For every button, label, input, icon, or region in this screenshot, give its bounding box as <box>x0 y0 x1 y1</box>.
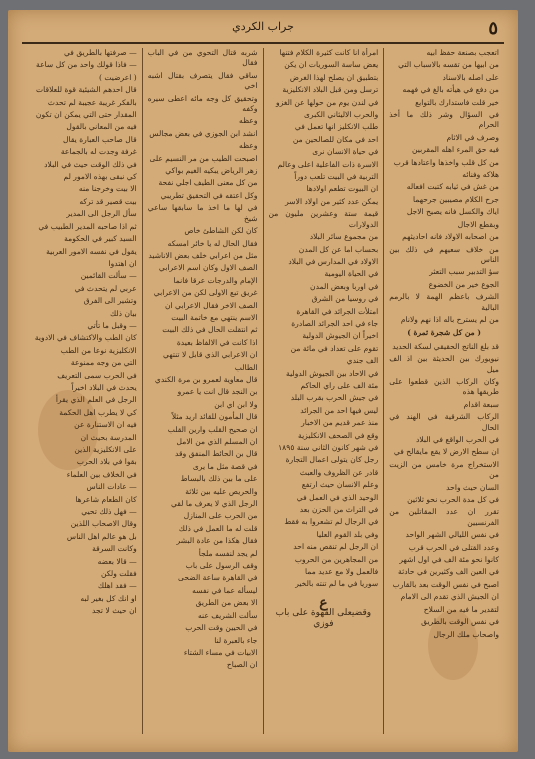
column-paragraph: فيه حق المرء اهله المقربين <box>412 145 499 155</box>
page-number: ٥ <box>488 18 498 39</box>
column-paragraph: اتعجب بصنعة حفظ ابيه <box>426 48 499 57</box>
column-paragraph: من خلاف سعيهم في ذلك بين الناس <box>389 244 499 264</box>
column-paragraph: — فقد اهلك <box>97 581 137 591</box>
column-paragraph: وكانت السرقة <box>92 544 137 554</box>
column-paragraph: الا بعض من الطريق <box>195 598 258 608</box>
column-paragraph: بقوا في بلاد الحرب <box>76 457 137 467</box>
column-paragraph: في السؤال وشر ذلك ما أخذ الحرام <box>389 110 499 130</box>
column-paragraph: في روسيا من الشرق <box>311 294 379 304</box>
article-columns <box>22 48 504 734</box>
column-paragraph: في اوربا وبعض المدن <box>310 281 379 291</box>
column-paragraph: مثل من اعرابي خلف بعض الاناشيد <box>148 250 258 260</box>
column-paragraph: في العين الف وكثيرين في حادثة <box>398 567 499 577</box>
column-paragraph: قال صاحب العبارة يقال <box>63 134 137 144</box>
column-3 <box>142 48 263 734</box>
column-paragraph: الوحيد الذي في العمل في <box>296 492 379 502</box>
column-paragraph: رجل كان يتولى اعمال التجارة <box>285 455 379 465</box>
column-paragraph: امرأة انا كانت كثيرة الكلام فتنها <box>279 48 379 57</box>
column-paragraph: وبقطع الاجال <box>457 219 499 229</box>
column-paragraph: كان الطب والاكتشاف في الادوية <box>34 333 137 343</box>
column-paragraph: بن النجد قال انت يا عمرو <box>177 387 258 397</box>
column-paragraph: تقرر ان عدد المقاتلين من الفرنسيين <box>389 507 499 527</box>
column-paragraph: كي لا يطرب اهل الحكمة <box>59 407 137 417</box>
column-paragraph: وكان الركاب الذين قطعوا على طريقها هذه <box>389 376 499 397</box>
column-paragraph: — فاذا قولك واحد من كل ساعة <box>36 60 137 70</box>
column-paragraph: فالعمل ولا مع عديد مما <box>305 567 379 577</box>
column-paragraph: في نفس الليالي الشهر الواحد <box>405 530 499 540</box>
column-paragraph: التربية في البيت تلعب دوراً <box>294 172 379 182</box>
column-paragraph: كان لكن الشاطئ خاص <box>184 226 258 236</box>
column-paragraph: وقع في الصحف الانكليزية <box>298 430 379 440</box>
column-paragraph: يقول في نفسه الامور العربية <box>46 246 137 256</box>
column-paragraph: الطالب <box>234 362 258 372</box>
column-paragraph: ان الجيش الذي تقدم الى الامام <box>400 592 499 602</box>
column-paragraph: الاستخراج مرة خامس من الزيت من <box>389 459 499 480</box>
column-paragraph: في حياة الانسان نرى <box>312 147 379 157</box>
column-paragraph: تقوم على تعداد في مائة من <box>290 343 379 353</box>
column-paragraph: يمكن عدد كثير من اولاد الاسر <box>285 196 379 206</box>
section-subhead: ( من كل شجرة ثمرة ) <box>407 328 481 338</box>
column-paragraph: الابيات في مساء الشتاء <box>183 647 258 657</box>
column-paragraph: شربه قتال التحوي من في الباب فقال <box>147 48 258 68</box>
column-paragraph: في جيش الحرب بقرب البلد <box>290 393 379 403</box>
column-paragraph: زهر الرياض يبكيه الغيم بواكي <box>165 166 258 176</box>
column-paragraph: ان اهتدوا <box>108 258 137 268</box>
column-paragraph: وكل اعتقه في التحقيق تطريبي <box>160 190 258 200</box>
column-paragraph: الإمام والدرجات عرقا فانما <box>173 275 258 285</box>
column-paragraph: غريق تبع الاولى لكن من الاعرابي <box>153 288 258 298</box>
column-paragraph: ترسل ومن قبل البلاد الانكليزية <box>282 85 379 95</box>
column-paragraph: خير قلت فاستدارك بالتوابع <box>415 97 499 107</box>
column-paragraph: في الحرب الواقع في البلاد <box>416 435 499 444</box>
column-paragraph: سألت الشريف عنه <box>197 610 258 620</box>
column-paragraph: في الرجال لم تشعروا به فقط <box>284 517 379 527</box>
column-paragraph: نيويورك بين الحديثة بين اذ الف ميل <box>389 354 499 374</box>
column-paragraph: عربي لم يتحدث في <box>74 283 137 293</box>
header-rule <box>22 42 504 44</box>
column-paragraph: — فهل ذلك تحيي <box>81 507 137 517</box>
column-paragraph: اذا كانت في الالفاظ بعيدة <box>176 337 258 347</box>
column-paragraph: وقال الاصحاب اللذين <box>70 519 137 529</box>
column-paragraph: ثم انتقلت الحال في ذلك البيت <box>162 325 258 335</box>
article-signature <box>269 594 379 629</box>
column-paragraph: في شهر كانون الثاني سنة ١٨٩٥ <box>278 443 379 452</box>
column-paragraph: سؤ التدبير سبب التعثر <box>429 267 499 277</box>
column-paragraph: من دفع في هيأته بالغ في فهمه <box>402 85 499 95</box>
column-paragraph: ان المسلم الذي من الامل <box>176 437 258 446</box>
column-paragraph: جاء بالعبرة لنا <box>214 635 258 645</box>
column-paragraph: وعظه <box>239 141 258 151</box>
column-paragraph: سأل الرجل الى المدير <box>66 209 137 219</box>
column-paragraph: وتشير الى الفرق <box>83 296 137 306</box>
column-paragraph: من مجموع سائر البلاد <box>309 232 379 242</box>
column-paragraph: لم يجد لنفسه ملجأ <box>198 548 258 558</box>
column-paragraph: الاسرة ذات الفاعلية اعلى وعالم <box>277 159 379 169</box>
column-paragraph: وتحقيق كل وجه مائه اعطى سيره وكفه <box>147 93 258 114</box>
column-paragraph: — صرفتها بالطريق في <box>63 48 137 57</box>
column-paragraph: الصف الاول وكان اسم الاعرابي <box>158 263 258 273</box>
column-paragraph: التي من وجه ممنوعة <box>70 358 137 368</box>
column-paragraph: قيمة ستة وعشرين مليون من الدولارات <box>268 209 379 229</box>
column-paragraph: في القاهرة ساعة الضحى <box>178 573 258 583</box>
column-paragraph: بيت قصير قد تركه <box>79 196 137 206</box>
column-paragraph: واصحاب ملك الرجال <box>433 629 499 639</box>
column-paragraph: الاسم ينتهي مع خاتمة البيت <box>171 312 258 322</box>
column-paragraph: الاولاد في المدارس في البلاد <box>288 256 379 266</box>
column-paragraph: فيه ان الاستنارة عن <box>74 420 137 430</box>
column-paragraph: هلاكه وفنائه <box>462 170 499 180</box>
column-paragraph: سبعة اقدام <box>463 399 499 409</box>
column-paragraph: الرجل الذي لا يعرف ما لقي <box>170 499 258 509</box>
column-paragraph: ولا ابن اي ابن <box>214 399 258 409</box>
column-paragraph: — عادات الناس <box>86 482 137 492</box>
column-paragraph: وعلم الانسان حيث ارتفع <box>301 480 379 490</box>
column-paragraph: في ذلك الوقت حيث في البلاد <box>44 159 137 169</box>
column-paragraph: على الانكليزية الذين <box>74 445 137 454</box>
column-paragraph: — سألت القائمين <box>80 271 137 281</box>
column-paragraph: امتلأت الجرائد في القاهرة <box>296 306 379 316</box>
column-paragraph: جاء في احد الجرائد الصادرة <box>291 318 379 328</box>
column-4 <box>22 48 142 734</box>
column-paragraph: منذ عمر قديم من الاخبار <box>301 418 379 428</box>
column-paragraph: في الاحاد بين الجيوش الدولية <box>286 368 379 378</box>
column-paragraph: والحرب الاليثاني الكبرى <box>303 110 379 120</box>
column-paragraph: ان الرجل لم تنقص منه احد <box>293 542 379 552</box>
column-paragraph: من غش في ثيابه كتبت افعاله <box>406 182 499 192</box>
column-paragraph: فقلت ولكن <box>100 569 137 579</box>
column-paragraph: الف جندي <box>346 356 379 366</box>
column-paragraph: بيان ذلك <box>109 308 137 318</box>
column-paragraph: من ابيها من تقسه بالاسباب التي <box>398 60 499 70</box>
column-paragraph: ان حيث لا تجد <box>92 606 137 616</box>
column-paragraph: في الحرب سمى التعريف <box>57 370 137 380</box>
column-paragraph: قادر عن الظروف والعبث <box>299 467 379 477</box>
running-title: جراب الكردي <box>232 20 294 33</box>
column-paragraph: جرح الكلام مصيبين جرحهما <box>413 194 499 204</box>
column-paragraph: في قصة مثل ما يرى <box>192 461 258 471</box>
column-paragraph: اخيراً ان الجيوش الدولية <box>302 331 379 341</box>
column-paragraph: قال معاوية لعمرو بن مرة الكندي <box>154 374 258 384</box>
column-paragraph: وعدد القتلى في الحرب قرب <box>408 542 499 552</box>
column-paragraph: ساقي فقال يتصرف بقتال اشبه اخي <box>147 70 258 91</box>
column-paragraph: في لندن يوم من حولها عن الغزو <box>276 97 379 107</box>
column-paragraph: يحدث في البلاد اخيراً <box>71 382 137 392</box>
column-paragraph: ثم اذا صاحبه المدير الطبيب في <box>38 221 137 231</box>
column-paragraph: قلت له ما العمل في ذلك <box>178 523 258 533</box>
column-paragraph: ان صحيح القلب وارين القلب <box>167 424 258 434</box>
column-paragraph: غرفة وجدت له بالجماعة <box>60 147 137 157</box>
column-paragraph: مئة الف على راي الحاكم <box>300 380 379 390</box>
column-paragraph: السيد كبير في الحكومة <box>64 234 137 244</box>
column-paragraph: اياك والكسل فانه يصيح الاجل <box>406 207 499 217</box>
column-1 <box>383 48 504 734</box>
column-paragraph: على اصله بالاسناد <box>442 72 499 82</box>
signature-mark: ع <box>319 594 328 611</box>
column-paragraph: ان سطح الارض لا يقع مايقالح في <box>393 447 499 457</box>
column-paragraph: في نفس الوقت بالطريق <box>421 617 499 627</box>
column-paragraph: كان الطعام شاعرها <box>75 494 137 504</box>
column-paragraph: احد في مكان للصالحين من <box>292 134 379 144</box>
column-paragraph: قال بن الحائط المنفق وقد <box>174 449 258 459</box>
column-paragraph: الرجل في العلم الذي يقرأ <box>55 395 137 405</box>
column-2 <box>263 48 384 734</box>
column-paragraph: ان الاعرابي الذي قابل لا تنتهي <box>163 350 258 360</box>
column-paragraph: في كل مدة الحرب نحو ثلاثين <box>407 495 499 505</box>
column-paragraph: فقال هكذا من عادة البشر <box>176 536 258 546</box>
column-paragraph: — قالا بعضه <box>97 556 137 566</box>
column-paragraph: من المجاهرين من الحروب <box>294 554 379 564</box>
column-paragraph: السان حيث واحد <box>446 482 499 492</box>
column-paragraph: قال احدهم الشيئية قوة للعلاقات <box>35 85 137 95</box>
column-paragraph: والحريص عليه بين ثلاثة <box>185 486 258 496</box>
column-paragraph: من اصحابه الاولاد فانه احاديثهم <box>402 232 499 242</box>
column-paragraph: ان الصباح <box>226 660 258 670</box>
column-paragraph: قال المأمون للقائد اريد مثلاً <box>171 412 258 422</box>
column-paragraph: المقدار حتى التي يمكن ان تكون <box>35 110 137 120</box>
column-paragraph: فقال الحال له يا خائر امسكه <box>167 238 258 248</box>
column-paragraph: على ما بين ذلك بالبساط <box>180 474 258 484</box>
column-paragraph: الا بيت وخرجنا منه <box>78 184 137 194</box>
column-paragraph: الجوع خير من الخضوع <box>428 279 499 289</box>
column-paragraph: وفي بلد القوم العليا <box>316 529 379 539</box>
column-paragraph: بتطبيق ان يصلح لهذا الغرض <box>289 72 379 82</box>
column-paragraph: من لم يسترح باله اذا نهم ولانام <box>400 314 499 324</box>
column-paragraph: كانوا نحو مئة الف في اول اشهر <box>399 555 499 565</box>
column-paragraph: وقف الرسول على باب <box>185 561 258 571</box>
column-paragraph: في الحياة اليومية <box>324 269 379 279</box>
column-paragraph: من كل قلب واخذها واعتادها قرب <box>393 157 499 167</box>
column-paragraph: ( اعرضيت ) <box>98 72 137 82</box>
column-paragraph: الانكليزية نوعا من الطب <box>60 345 137 355</box>
column-paragraph: من الحرب على المنازل <box>183 511 258 521</box>
column-paragraph: وعظه <box>239 116 258 126</box>
column-paragraph: سوريا في ما لم تنته بالخير <box>295 579 379 589</box>
column-paragraph: الصف الاخر فقال الاعرابي ان <box>164 300 258 310</box>
column-paragraph: الشرف باعظم الهمة لا بالرمم البالية <box>389 292 499 312</box>
column-paragraph: بل هو عالم اهل الناس <box>66 531 137 541</box>
column-paragraph: في الحيين وقت الحرب <box>185 623 258 633</box>
column-paragraph: بحساب اما عن كل المدن <box>298 244 379 254</box>
column-paragraph: طلب الانكليز انها تعمل في <box>294 122 379 132</box>
column-paragraph: فيه من المعاني بالقول <box>66 122 137 132</box>
column-paragraph: ان البيوت تطعم اولادها <box>306 184 379 194</box>
column-paragraph: الركاب الشرقية في الهند في الحال <box>389 412 499 432</box>
column-paragraph: من كل معنى الطيف اجلي نفحة <box>158 178 258 188</box>
column-paragraph: ليسأله عما في نفسه <box>192 585 258 595</box>
column-paragraph: — وقبل ما تأتي <box>87 320 137 330</box>
column-paragraph: انشد ابن الجوزي في بعض مجالس <box>149 128 258 138</box>
column-paragraph: كي نبقى بهذه الامور لم <box>63 172 137 182</box>
column-paragraph: في لها ما اخذ ما سابقها ساعي شيخ <box>147 203 258 223</box>
signature-text: وقضيعلى القهوة على باب فوزي <box>275 608 372 629</box>
column-paragraph: في الخلاف بين العلماء <box>66 469 137 479</box>
column-paragraph: اصبحت الطيب من مر النسيم على <box>149 153 258 163</box>
column-paragraph: لتقدير ما فيه من السلاح <box>423 604 499 614</box>
column-paragraph: اصبح في نفس الوقت بعد بالقارب <box>392 579 499 589</box>
page-header <box>18 16 508 42</box>
newspaper-page <box>8 10 518 752</box>
column-paragraph: المدرسة بحيث ان <box>80 432 137 442</box>
column-paragraph: او انك كل بغير لبه <box>80 593 137 603</box>
column-paragraph: ليس فيها احد من الجرائد <box>300 405 379 415</box>
column-paragraph: يعض ساسة السوريات ان يكن <box>284 60 379 70</box>
column-paragraph: بالفكر غريبة عجيبة لم تحدث <box>47 97 137 107</box>
column-paragraph: قد بلغ الناتج الحقيقي لسكة الحديد <box>392 341 499 351</box>
column-paragraph: في التراث من الحزن بعد <box>299 505 379 515</box>
column-paragraph: وصرف في الاثام <box>446 132 499 142</box>
